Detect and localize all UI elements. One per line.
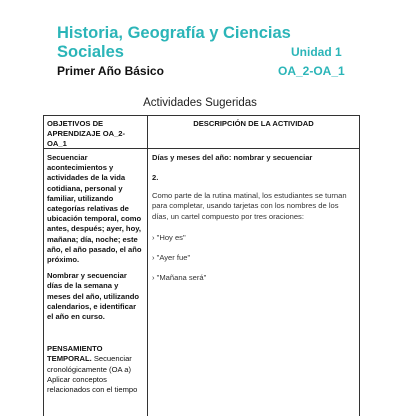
bullet-ayer-fue: › "Ayer fue"	[152, 253, 191, 263]
subtitle-row	[57, 64, 357, 80]
table-header-row	[44, 116, 359, 149]
objective-paragraph-1: Secuenciar acontecimientos y actividades de la vida cotidiana, personal y familiar, utilizando categorías relativas de ubicación temporal, como antes, después; ayer, hoy, mañana; día, noche; este año, el año pasado, el año próximo.	[47, 153, 142, 265]
temporal-thinking-text: Secuenciar cronológicamente (OA a) Aplicar conceptos relacionados con el tiempo	[47, 354, 138, 395]
activity-number: 2.	[152, 173, 159, 182]
title-row-2	[57, 43, 357, 63]
activity-title: Días y meses del año: nombrar y secuenciar	[152, 153, 313, 162]
section-title: Actividades Sugeridas	[143, 97, 257, 109]
bullet-hoy-es: › "Hoy es"	[152, 233, 186, 243]
objective-paragraph-2: Nombrar y secuenciar días de la semana y meses del año, utilizando calendarios, e identificar el año en curso.	[47, 271, 139, 322]
objectives-column-header: OBJETIVOS DE APRENDIZAJE OA_2-OA_1	[44, 116, 148, 148]
subject-title-line1: Historia, Geografía y Ciencias	[57, 24, 291, 42]
description-column-header: DESCRIPCIÓN DE LA ACTIVIDAD	[193, 119, 314, 128]
activities-table	[43, 115, 360, 416]
temporal-thinking-heading: PENSAMIENTO TEMPORAL.	[47, 344, 103, 364]
subject-title-line2: Sociales	[57, 43, 124, 61]
bullet-manana-sera: › "Mañana será"	[152, 273, 207, 283]
document-header	[57, 24, 357, 80]
grade-label: Primer Año Básico	[57, 64, 164, 78]
subject-title	[57, 24, 357, 43]
objectives-cell	[44, 149, 148, 416]
objective-code: OA_2-OA_1	[278, 64, 345, 78]
description-cell	[148, 149, 359, 416]
table-body-row	[44, 149, 359, 416]
unit-label: Unidad 1	[291, 45, 342, 59]
objective-paragraph-3	[47, 344, 144, 395]
activity-paragraph: Como parte de la rutina matinal, los estudiantes se turnan para completar, usando tarjetas con los nombres de los días, un cartel compuesto por tres oraciones:	[152, 191, 347, 221]
